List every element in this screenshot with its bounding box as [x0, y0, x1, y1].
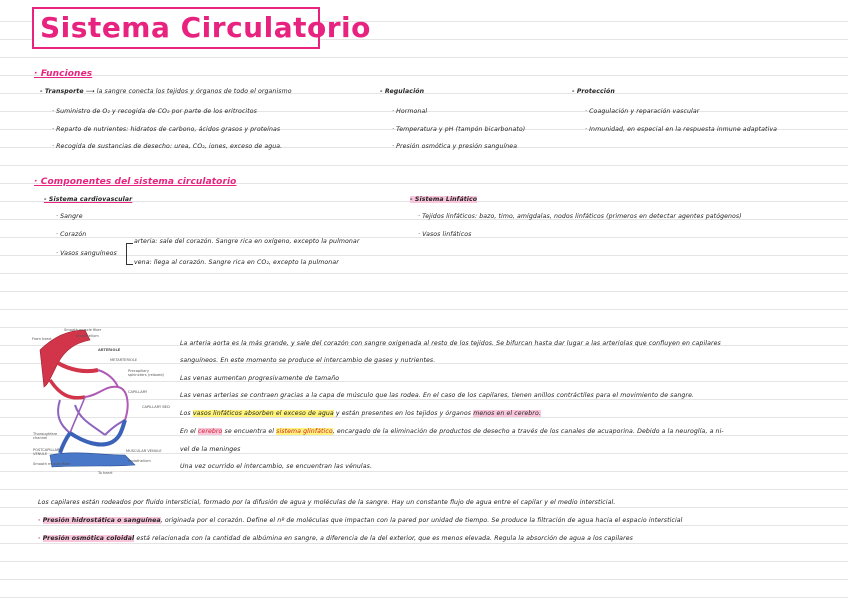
list-item: · Corazón	[56, 231, 87, 238]
diagram-label: Smooth muscle fiber	[64, 328, 102, 332]
list-item: · Presión osmótica y presión sanguínea	[392, 143, 518, 150]
paragraph-line: · Presión osmótica coloidal está relacionada con la cantidad de albúmina en sangre, a diferencia de la del exterior, que es menos elevada. Regula la absorción de agua a los capilares	[38, 535, 633, 542]
capillary-bed-diagram	[30, 325, 170, 485]
list-item: · Inmunidad, en especial en la respuesta inmune adaptativa	[585, 126, 778, 133]
paragraph-line: Las venas arterias se contraen gracias a la capa de músculo que las rodea. En el caso de los capilares, tienen anillos contráctiles para el movimiento de sangre.	[180, 392, 695, 399]
list-item: · Recogida de sustancias de desecho: urea, CO₂, iones, exceso de agua.	[52, 143, 283, 150]
list-item: · Hormonal	[392, 108, 428, 115]
diagram-label: Precapillary sphincters (relaxed)	[128, 369, 164, 377]
regulacion-label: - Regulación	[380, 88, 425, 95]
paragraph-line: · Presión hidrostática o sanguínea, originada por el corazón. Define el nº de moléculas que impactan con la pared por unidad de tiempo. Se produce la filtración de agua hacia el espacio intersticial	[38, 517, 683, 524]
diagram-label: CAPILLARY	[128, 390, 148, 394]
list-item: · Vasos sanguíneos	[56, 250, 117, 257]
cardiovascular-label: - Sistema cardiovascular	[44, 196, 133, 203]
paragraph-line: La arteria aorta es la más grande, y sale del corazón con sangre oxigenada al resto de los tejidos. Se bifurcan hasta dar lugar a las arteriolas que confluyen en capilares	[180, 340, 721, 347]
page-title: Sistema Circulatorio	[40, 11, 371, 44]
diagram-label: Thoroughfare channel	[33, 432, 58, 440]
paragraph-line: Los capilares están rodeados por fluido intersticial, formado por la difusión de agua y moléculas de la sangre. Hay un constante flujo de agua entre el capilar y el medio intersticial.	[38, 499, 616, 506]
list-item: · Tejidos linfáticos: bazo, timo, amígdalas, nodos linfáticos (primeros en detectar agentes patógenos)	[418, 213, 742, 220]
diagram-label: MUSCULAR VENULE	[126, 449, 162, 453]
highlight: sistema glinfático	[276, 428, 333, 435]
list-item: · Vasos linfáticos	[418, 231, 472, 238]
highlight: cerebro	[197, 428, 223, 435]
diagram-label: POSTCAPILLARY VENULE	[33, 448, 62, 456]
highlight: vasos linfáticos absorben el exceso de agua	[192, 410, 334, 417]
diagram-label: CAPILLARY BED	[142, 405, 170, 409]
section-heading-componentes: · Componentes del sistema circulatorio	[34, 177, 237, 187]
diagram-label: Endothelium	[76, 334, 99, 338]
list-item: · Sangre	[56, 213, 83, 220]
diagram-label: Smooth muscle fiber	[33, 462, 71, 466]
diagram-label: METARTERIOLE	[110, 358, 138, 362]
list-item: · Coagulación y reparación vascular	[585, 108, 700, 115]
diagram-label: To heart	[98, 471, 113, 475]
arteria-text: arteria: sale del corazón. Sangre rica en oxígeno, excepto la pulmonar	[134, 238, 360, 245]
diagram-label: From heart	[32, 337, 52, 341]
paragraph-line: vel de la meninges	[180, 446, 241, 453]
highlight: menos en el cerebro.	[473, 410, 541, 417]
brace	[126, 243, 133, 265]
paragraph-line: sanguíneos. En este momento se produce el intercambio de gases y nutrientes.	[180, 357, 436, 364]
list-item: · Reparto de nutrientes: hidratos de carbono, ácidos grasos y proteínas	[52, 126, 281, 133]
list-item: · Suministro de O₂ y recogida de CO₂ por parte de los eritrocitos	[52, 108, 257, 115]
paragraph-line: Las venas aumentan progresivamente de tamaño	[180, 375, 340, 382]
vena-text: vena: llega al corazón. Sangre rica en CO₂, excepto la pulmonar	[134, 259, 339, 266]
list-item: · Temperatura y pH (tampón bicarbonato)	[392, 126, 526, 133]
linfatico-label: - Sistema Linfático	[410, 196, 478, 203]
transporte-label: - Transporte ⟶ la sangre conecta los tejidos y órganos de todo el organismo	[40, 88, 292, 95]
transporte-text: la sangre conecta los tejidos y órganos de todo el organismo	[96, 88, 292, 95]
highlight: Presión osmótica coloidal	[42, 535, 135, 542]
diagram-label: ARTERIOLE	[98, 348, 121, 352]
highlight: Presión hidrostática o sanguínea	[42, 517, 161, 524]
proteccion-label: - Protección	[572, 88, 615, 95]
paragraph-line: En el cerebro se encuentra el sistema glinfático, encargado de la eliminación de productos de desecho a través de los canales de acuaporina. Debido a la neuroglía, a ni-	[180, 428, 724, 435]
paragraph-line: Una vez ocurrido el intercambio, se encuentran las vénulas.	[180, 463, 373, 470]
diagram-label: Endothelium	[128, 459, 151, 463]
section-heading-funciones: · Funciones	[34, 69, 93, 79]
paragraph-line: Los vasos linfáticos absorben el exceso de agua y están presentes en los tejidos y órganos menos en el cerebro.	[180, 410, 541, 417]
